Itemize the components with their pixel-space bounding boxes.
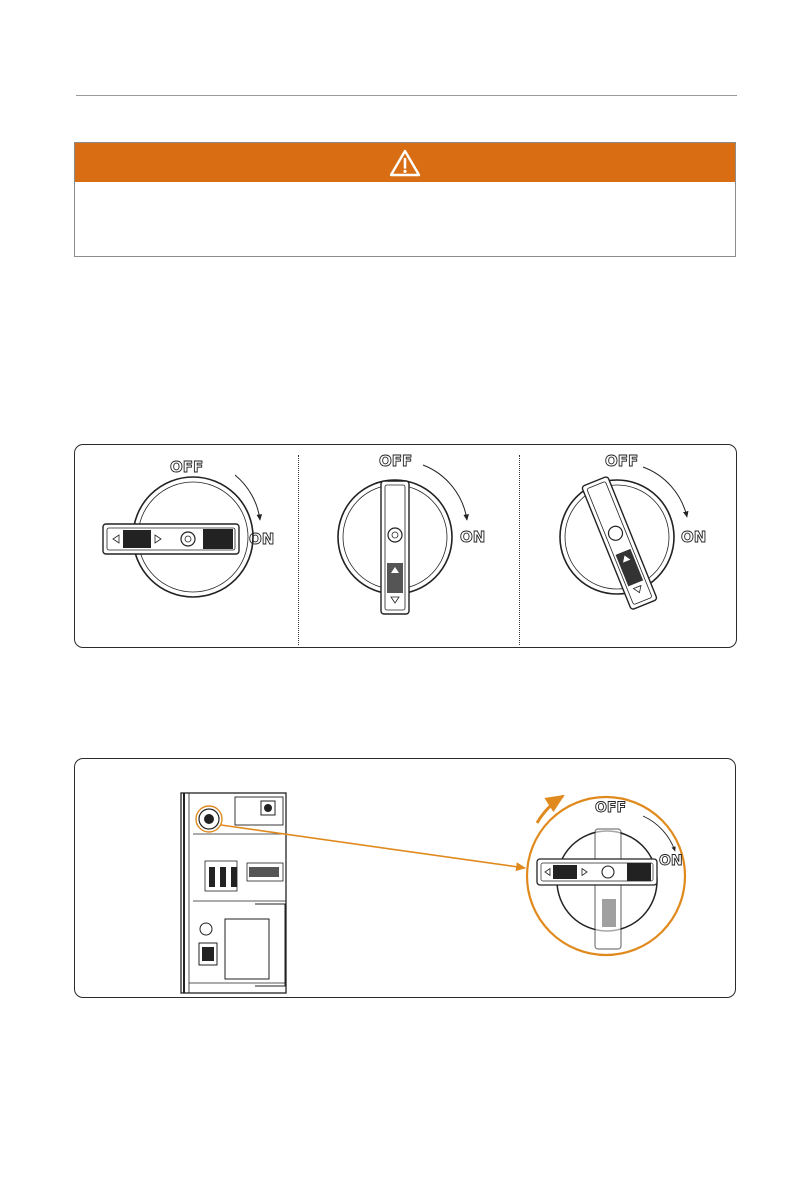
rotation-arrow: [643, 467, 687, 517]
caution-box: [74, 142, 736, 257]
caution-header: [75, 143, 735, 182]
switch-panel-rotated: [560, 452, 706, 610]
on-label: ON: [460, 528, 486, 546]
header-rule: [76, 95, 737, 96]
warning-triangle-icon: [388, 148, 422, 178]
switch-handle: [537, 859, 657, 885]
switch-handle: [582, 476, 658, 610]
on-label: ON: [681, 528, 707, 546]
switch-handle: [381, 481, 409, 614]
off-label: OFF: [595, 800, 627, 816]
device-switch-figure: [74, 758, 736, 998]
switch-positions-drawing: [75, 445, 738, 649]
on-label: ON: [659, 853, 683, 869]
off-label: OFF: [379, 452, 413, 470]
switch-handle: [103, 524, 239, 554]
caution-text: [75, 182, 735, 202]
switch-panel-vertical: [338, 452, 485, 614]
device-callout-drawing: [75, 759, 737, 999]
switch-panel-horizontal: [103, 458, 274, 597]
device-side-panel: [181, 793, 286, 993]
switch-callout: [527, 796, 685, 955]
off-label: OFF: [170, 458, 204, 476]
on-label: ON: [249, 530, 275, 548]
switch-positions-figure: [74, 444, 737, 648]
off-label: OFF: [605, 452, 639, 470]
